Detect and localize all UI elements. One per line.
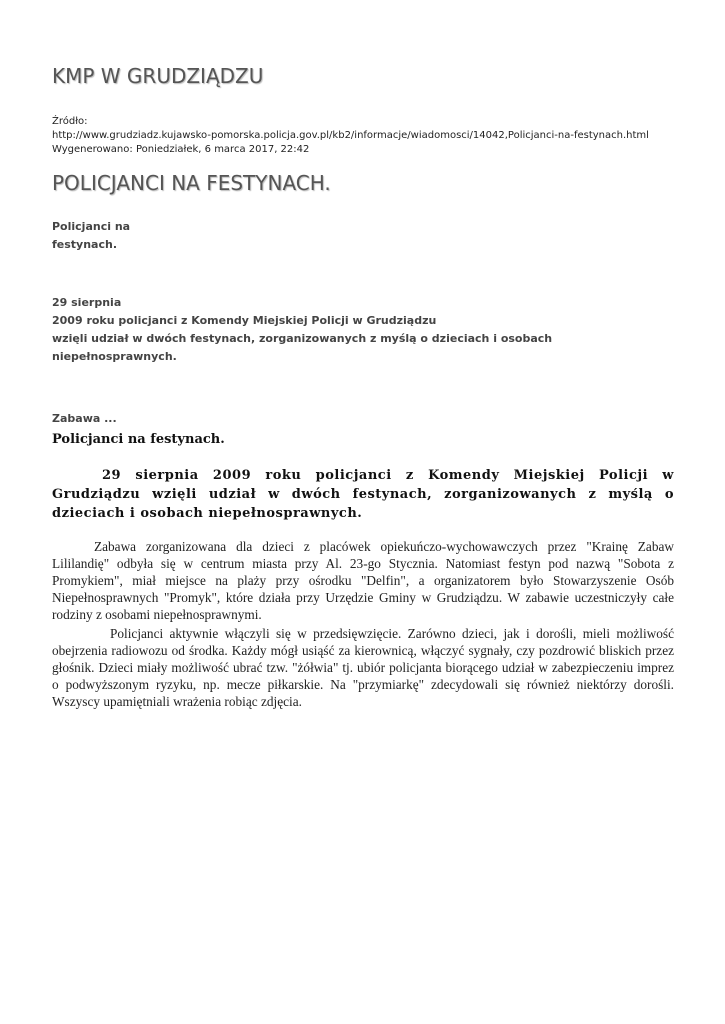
lead-line: 2009 roku policjanci z Komendy Miejskiej Policji w Grudziądzu	[52, 314, 437, 327]
lead-line: festynach.	[52, 238, 118, 251]
lead-line: niepełnosprawnych.	[52, 350, 177, 363]
lead-line: Policjanci na	[52, 220, 131, 233]
lead-teaser: Zabawa ...	[52, 412, 117, 425]
article-paragraph: Zabawa zorganizowana dla dzieci z placówek opiekuńczo-wychowawczych przez "Krainę Zabaw Lililandię" odbyła się w centrum miasta przy Al. 23-go Stycznia. Natomiast festyn pod nazwą "Sobota z Promykiem", miał miejsce na plaży przy ośrodku "Delfin", a organizatorem było Stowarzyszenie Osób Niepełnosprawnych "Promyk", które działa przy Urzędzie Gminy w Grudziądzu. W zabawie uczestniczyły całe rodziny z osobami niepełnosprawnymi.	[52, 539, 674, 622]
generated-date: Wygenerowano: Poniedziałek, 6 marca 2017, 22:42	[52, 144, 310, 155]
lead-line: wzięli udział w dwóch festynach, zorganizowanych z myślą o dzieciach i osobach	[52, 332, 553, 345]
source-meta	[52, 115, 692, 157]
article-title: POLICJANCI NA FESTYNACH.	[52, 171, 331, 195]
source-label: Źródło:	[52, 116, 88, 127]
source-url: http://www.grudziadz.kujawsko-pomorska.policja.gov.pl/kb2/informacje/wiadomosci/14042,Policjanci-na-festynach.html	[52, 130, 649, 141]
site-title: KMP W GRUDZIĄDZU	[52, 64, 264, 88]
lead-summary	[52, 294, 552, 366]
article-paragraph: Policjanci aktywnie włączyli się w przedsięwzięcie. Zarówno dzieci, jak i dorośli, mieli możliwość obejrzenia radiowozu od środka. Każdy mógł usiąść za kierownicą, włączyć sygnały, czy pozdrowić bliskich przez głośnik. Dzieci miały możliwość ubrać tzw. "żółwia" tj. ubiór policjanta biorącego udział w zabezpieczeniu imprez o podwyższonym ryzyku, np. mecze piłkarskie. Na "przymiarkę" zdecydowali się również niektórzy dorośli. Wszyscy upamiętniali wrażenia robiąc zdjęcia.	[52, 626, 674, 709]
lead-summary-title	[52, 218, 130, 254]
article-heading: Policjanci na festynach.	[52, 432, 225, 447]
lead-line: 29 sierpnia	[52, 296, 122, 309]
article-intro: 29 sierpnia 2009 roku policjanci z Komendy Miejskiej Policji w Grudziądzu wzięli udział w dwóch festynach, zorganizowanych z myślą o dzieciach i osobach niepełnosprawnych.	[52, 468, 674, 521]
